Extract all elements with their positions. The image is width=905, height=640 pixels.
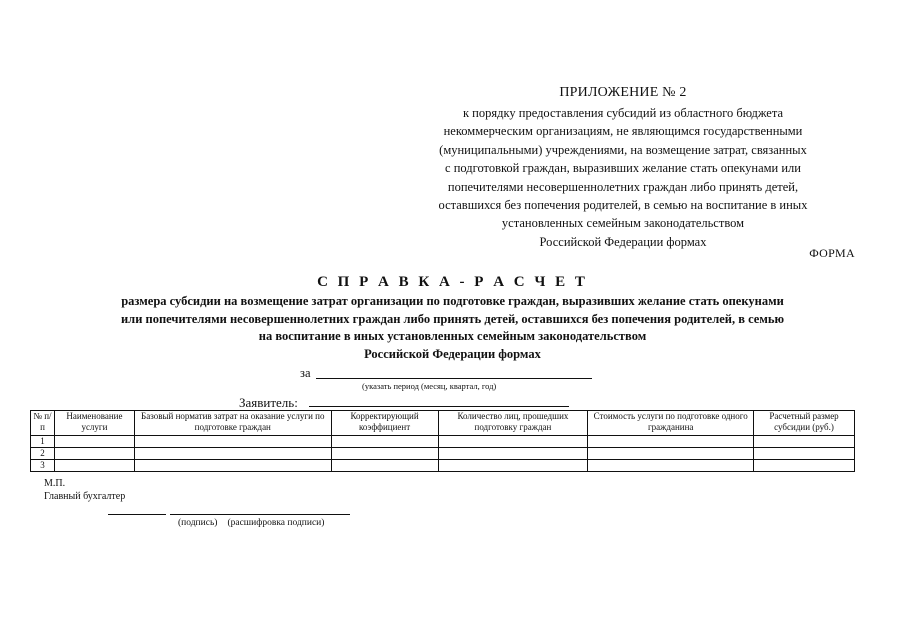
period-field[interactable]: [316, 378, 592, 379]
table-row: [31, 448, 855, 460]
table-cell[interactable]: [54, 460, 134, 472]
column-header: Расчетный размер субсидии (руб.): [754, 411, 855, 436]
row-number: 3: [31, 460, 55, 472]
period-label: за: [300, 366, 311, 380]
table-cell[interactable]: [331, 436, 438, 448]
table-row: [31, 436, 855, 448]
appendix-line: попечителями несовершеннолетних граждан либо принять детей,: [447, 179, 799, 194]
appendix-line: оставшихся без попечения родителей, в семью на воспитание в иных: [438, 198, 808, 213]
table-cell[interactable]: [438, 436, 588, 448]
period-hint: (указать период (месяц, квартал, год): [362, 381, 497, 391]
table-cell[interactable]: [438, 460, 588, 472]
table-row: [31, 460, 855, 472]
document-title: С П Р А В К А - Р А С Ч Е Т: [317, 274, 588, 290]
row-number: 2: [31, 448, 55, 460]
table-cell[interactable]: [134, 436, 331, 448]
stamp-place: М.П.: [44, 478, 66, 489]
form-label: ФОРМА: [809, 246, 855, 260]
table-cell[interactable]: [754, 460, 855, 472]
appendix-line: Российской Федерации формах: [539, 234, 707, 249]
column-header: Количество лиц, прошедших подготовку граждан: [438, 411, 588, 436]
appendix-line: (муниципальными) учреждениями, на возмещение затрат, связанных: [439, 142, 807, 157]
column-header: Корректирующий коэффициент: [331, 411, 438, 436]
column-header: Наименование услуги: [54, 411, 134, 436]
subtitle-line: на воспитание в иных установленных семейным законодательством: [258, 329, 647, 343]
applicant-field[interactable]: [309, 406, 569, 407]
row-number: 1: [31, 436, 55, 448]
signature-hints: [178, 518, 324, 528]
signature-decode-field[interactable]: [170, 514, 350, 515]
column-header: № п/п: [31, 411, 55, 436]
table-cell[interactable]: [54, 436, 134, 448]
signature-field[interactable]: [108, 514, 166, 515]
table-header-row: [31, 411, 855, 436]
table-cell[interactable]: [438, 448, 588, 460]
table-cell[interactable]: [588, 436, 754, 448]
appendix-line: некоммерческим организациям, не являющимся государственными: [443, 124, 803, 139]
table-cell[interactable]: [331, 460, 438, 472]
appendix-block: [383, 82, 863, 251]
document-subtitle: [20, 293, 885, 363]
appendix-line: с подготовкой граждан, выразивших желание стать опекунами или: [445, 161, 801, 176]
table-cell[interactable]: [134, 460, 331, 472]
table-cell[interactable]: [331, 448, 438, 460]
table-cell[interactable]: [588, 448, 754, 460]
column-header: Базовый норматив затрат на оказание услуги по подготовке граждан: [134, 411, 331, 436]
appendix-line: к порядку предоставления субсидий из областного бюджета: [462, 106, 783, 120]
chief-accountant-label: Главный бухгалтер: [44, 491, 126, 502]
signature-decode-hint: (расшифровка подписи): [227, 518, 325, 528]
subtitle-line: или попечителями несовершеннолетних граждан либо принять детей, оставшихся без попечения родителей, в семью: [120, 311, 785, 326]
applicant-label: Заявитель:: [239, 395, 298, 410]
table-cell[interactable]: [754, 448, 855, 460]
calculation-table: [30, 410, 855, 472]
table-cell[interactable]: [588, 460, 754, 472]
table-cell[interactable]: [54, 448, 134, 460]
column-header: Стоимость услуги по подготовке одного гражданина: [588, 411, 754, 436]
subtitle-line: Российской Федерации формах: [364, 346, 541, 361]
signature-hint: (подпись): [178, 518, 218, 528]
table-cell[interactable]: [134, 448, 331, 460]
appendix-title: ПРИЛОЖЕНИЕ № 2: [559, 85, 687, 100]
subtitle-line: размера субсидии на возмещение затрат организации по подготовке граждан, выразивших желание стать опекунами: [121, 294, 784, 308]
appendix-line: установленных семейным законодательством: [501, 216, 745, 231]
table-cell[interactable]: [754, 436, 855, 448]
